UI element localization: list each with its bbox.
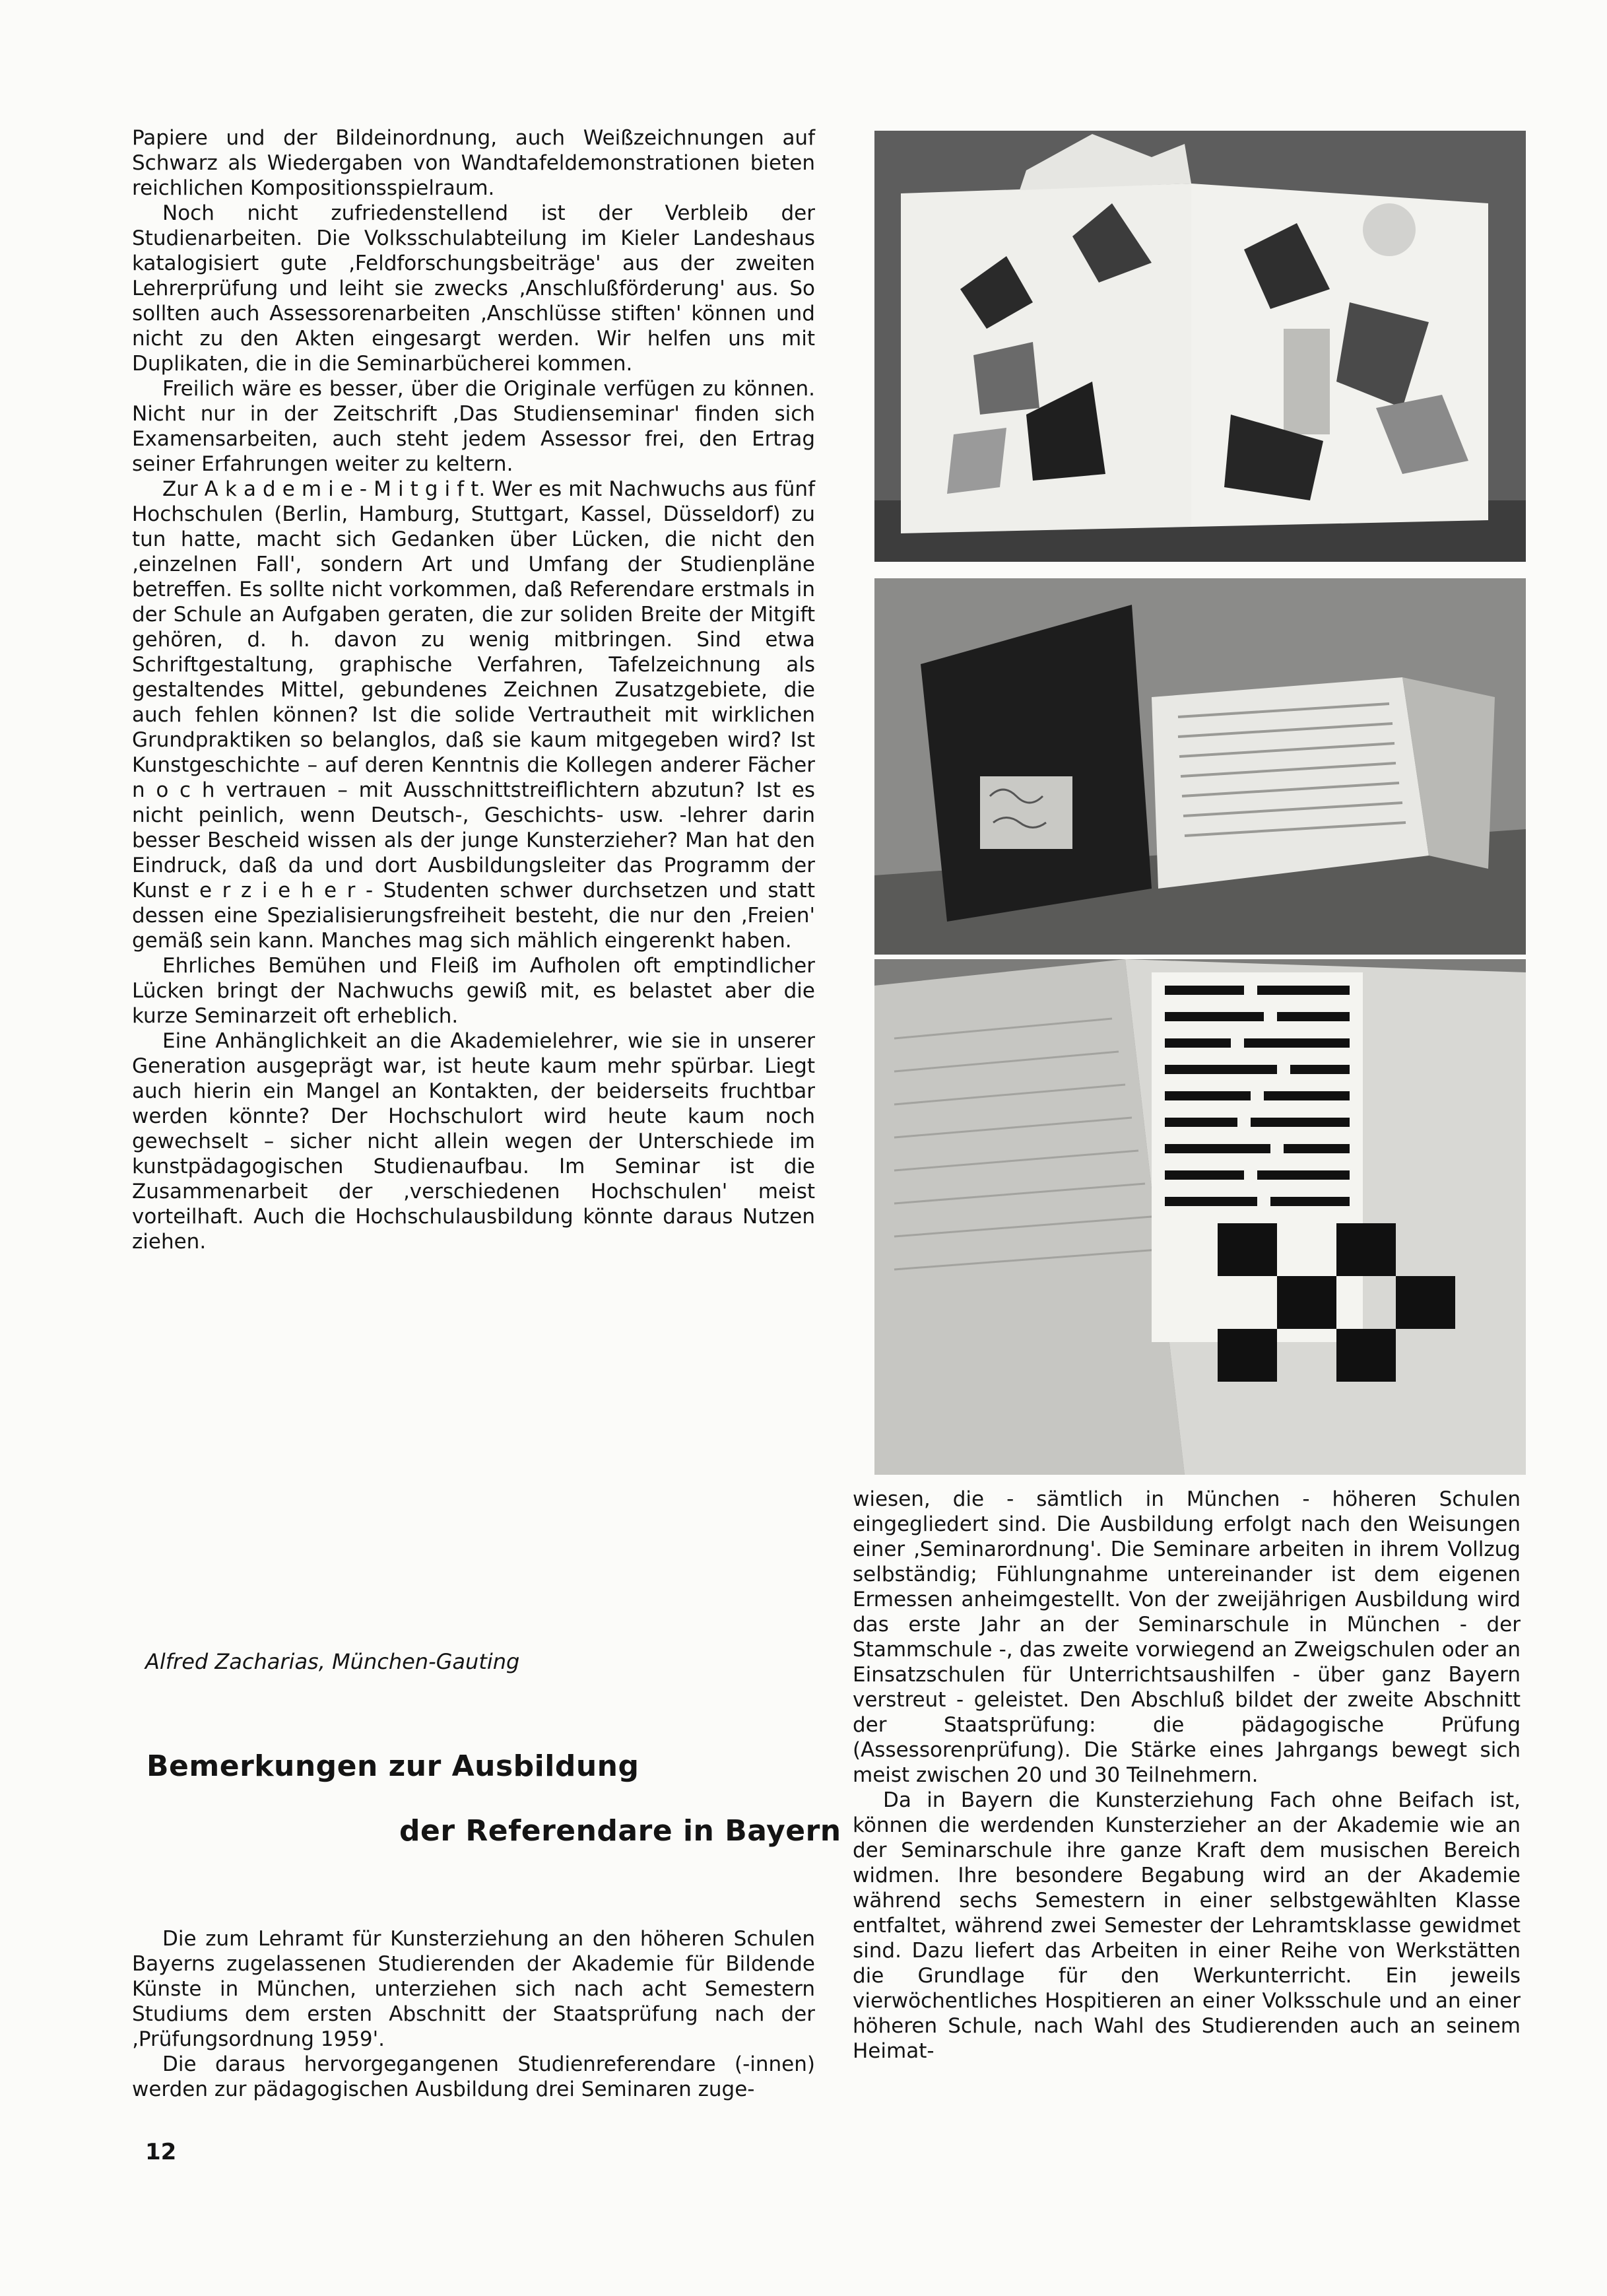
paragraph: Noch nicht zufriedenstellend ist der Verbleib der Studienarbeiten. Die Volksschulabteilung im Kieler Landeshaus katalogisiert gute ‚Feldforschungsbeiträge' aus der zweiten Lehrerprüfung und leiht sie zwecks ‚Anschlußförderung' aus. So sollten auch Assessorenarbeiten ‚Anschlüsse stiften' können und nicht zu den Akten eingesargt werden. Wir helfen uns mit Duplikaten, die in die Seminarbücherei kommen. [132, 201, 815, 376]
article-heading-line-2: der Referendare in Bayern [399, 1814, 841, 1848]
article-intro-text [132, 1926, 815, 2102]
paragraph: Die zum Lehramt für Kunsterziehung an den höheren Schulen Bayerns zugelassenen Studierenden der Akademie für Bildende Künste in München, unterziehen sich nach acht Semestern Studiums dem ersten Abschnitt der Staatsprüfung nach der ‚Prüfungsordnung 1959'. [132, 1927, 815, 2051]
book-photo-checker-pattern [874, 959, 1526, 1475]
right-text-column [853, 1487, 1521, 2064]
author-signature: Alfred Zacharias, München-Gauting [145, 1649, 520, 1674]
article-heading-line-1: Bemerkungen zur Ausbildung [147, 1749, 640, 1783]
paragraph: Ehrliches Bemühen und Fleiß im Aufholen oft emptindlicher Lücken bringt der Nachwuchs gewiß mit, es belastet aber die kurze Seminarzeit oft erheblich. [132, 954, 815, 1028]
paragraph: wiesen, die - sämtlich in München - höheren Schulen eingegliedert sind. Die Ausbildung erfolgt nach den Weisungen einer ‚Seminarordnung'. Die Seminare arbeiten in ihrem Vollzug selbständig; Fühlungnahme untereinander ist dem eigenen Ermessen anheimgestellt. Von der zweijährigen Ausbildung wird das erste Jahr an der Seminarschule in München - der Stammschule -, das zweite vorwiegend an Zweigschulen oder an Einsatzschulen für Unterrichtsaushilfen - über ganz Bayern verstreut - geleistet. Den Abschluß bildet der zweite Abschnitt der Staatsprüfung: die pädagogische Prüfung (Assessorenprüfung). Die Stärke eines Jahrgangs bewegt sich meist zwischen 20 und 30 Teilnehmern. [853, 1487, 1521, 1787]
paragraph: Freilich wäre es besser, über die Originale verfügen zu können. Nicht nur in der Zeitschrift ‚Das Studienseminar' finden sich Examensarbeiten, auch steht jedem Assessor frei, den Ertrag seiner Erfahrungen weiter zu keltern. [132, 377, 815, 476]
page-number: 12 [145, 2139, 177, 2165]
paragraph: Zur A k a d e m i e - M i t g i f t. Wer es mit Nachwuchs aus fünf Hochschulen (Berlin, Hamburg, Stuttgart, Kassel, Düsseldorf) zu tun hatte, macht sich Gedanken über Lücken, die nicht den ‚einzelnen Fall', sondern Art und Umfang der Studienpläne betreffen. Es sollte nicht vorkommen, daß Referendare erstmals in der Schule an Aufgaben geraten, die zur soliden Breite der Mitgift gehören, d. h. davon zu wenig mitbringen. Sind etwa Schriftgestaltung, graphische Verfahren, Tafelzeichnung als gestaltendes Mittel, gebundenes Zeichnen Zusatzgebiete, die auch fehlen können? Ist die solide Vertrautheit mit wirklichen Grundpraktiken so belanglos, daß sie kaum mitgegeben wird? Ist Kunstgeschichte – auf deren Kenntnis die Kollegen anderer Fächer n o c h vertrauen – mit Ausschnittstreiflichtern abzutun? Ist es nicht peinlich, wenn Deutsch-, Geschichts- usw. -lehrer darin besser Bescheid wissen als der junge Kunsterzieher? Man hat den Eindruck, daß da und dort Ausbildungsleiter das Programm der Kunst e r z i e h e r - Studenten schwer durchsetzen und statt dessen eine Spezialisierungsfreiheit besteht, die nur den ‚Freien' gemäß sein kann. Manches mag sich mählich eingerenkt haben. [132, 477, 815, 953]
paragraph: Eine Anhänglichkeit an die Akademielehrer, wie sie in unserer Generation ausgeprägt war, ist heute kaum mehr spürbar. Liegt auch hierin ein Mangel an Kontakten, der beiderseits fruchtbar werden könnte? Der Hochschulort wird heute kaum noch gewechselt – sicher nicht allein wegen der Unterschiede im kunstpädagogischen Studienaufbau. Im Seminar ist die Zusammenarbeit der ‚verschiedenen Hochschulen' meist vorteilhaft. Auch die Hochschulausbildung könnte daraus Nutzen ziehen. [132, 1029, 815, 1254]
left-text-column [132, 125, 815, 1254]
book-photo-open-book [874, 578, 1526, 955]
paragraph: Papiere und der Bildeinordnung, auch Weißzeichnungen auf Schwarz als Wiedergaben von Wandtafeldemonstrationen bieten reichlichen Kompositionsspielraum. [132, 126, 815, 200]
paragraph: Die daraus hervorgegangenen Studienreferendare (-innen) werden zur pädagogischen Ausbildung drei Seminaren zuge- [132, 2052, 815, 2101]
paragraph: Da in Bayern die Kunsterziehung Fach ohne Beifach ist, können die werdenden Kunsterzieher an der Akademie wie an der Seminarschule ihre ganze Kraft dem musischen Bereich widmen. Ihre besondere Begabung wird an der Akademie während sechs Semestern in einer selbstgewählten Klasse entfaltet, während zwei Semester der Lehramtsklasse gewidmet sind. Dazu liefert das Arbeiten in einer Reihe von Werkstätten die Grundlage für den Werkunterricht. Ein jeweils vierwöchentliches Hospitieren an einer Volksschule und an einer höheren Schule, nach Wahl des Studierenden auch an seinem Heimat- [853, 1788, 1521, 2063]
book-photo-geometric-collage [874, 131, 1526, 562]
